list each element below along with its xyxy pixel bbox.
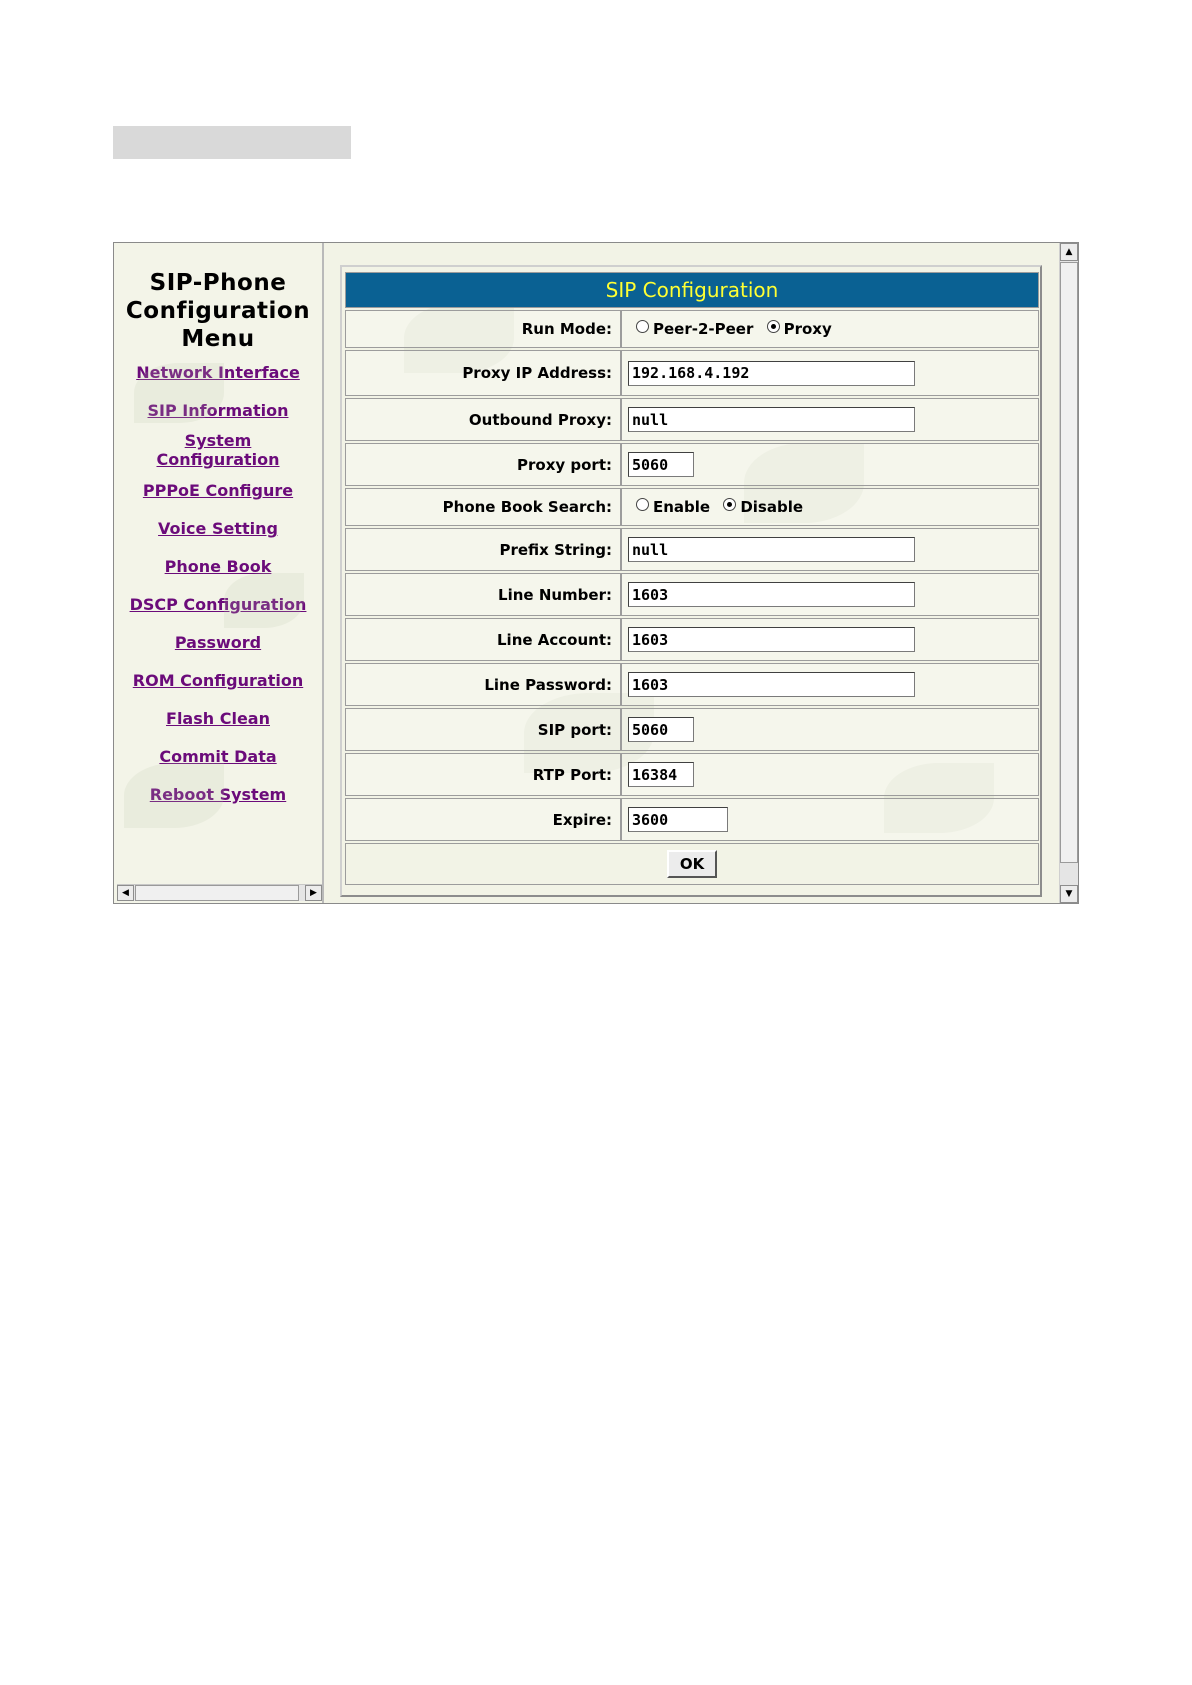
line-password-label: Line Password: (345, 663, 621, 706)
scroll-right-arrow-icon[interactable]: ▶ (305, 885, 322, 901)
radio-enable[interactable] (636, 498, 649, 511)
caption-placeholder-bar (113, 126, 351, 159)
proxy-ip-input[interactable] (628, 361, 915, 386)
proxy-port-input[interactable] (628, 452, 694, 477)
sip-config-table (345, 270, 1039, 887)
scroll-left-arrow-icon[interactable]: ◀ (117, 885, 134, 901)
menu-link-line: System (184, 431, 252, 450)
menu-pane (114, 243, 324, 903)
line-account-input[interactable] (628, 627, 915, 652)
radio-peer-2-peer[interactable] (636, 320, 649, 333)
leaf-decoration (224, 573, 304, 628)
prefix-string-field (621, 528, 1039, 571)
menu-title (114, 269, 322, 353)
sip-port-label: SIP port: (345, 708, 621, 751)
ok-row (345, 843, 1039, 885)
phone-book-search-label: Phone Book Search: (345, 488, 621, 526)
radio-label-peer-2-peer: Peer-2-Peer (653, 320, 754, 338)
scroll-up-arrow-icon[interactable]: ▲ (1060, 243, 1078, 261)
line-number-label: Line Number: (345, 573, 621, 616)
outbound-proxy-label: Outbound Proxy: (345, 398, 621, 441)
outbound-proxy-input[interactable] (628, 407, 915, 432)
line-password-field (621, 663, 1039, 706)
radio-proxy[interactable] (767, 320, 780, 333)
run-mode-field (621, 310, 1039, 348)
line-account-field (621, 618, 1039, 661)
sip-port-field (621, 708, 1039, 751)
line-password-input[interactable] (628, 672, 915, 697)
menu-link-line: Configuration (156, 450, 280, 469)
menu-link-commit-data[interactable]: Commit Data (159, 747, 277, 766)
phone-book-search-field (621, 488, 1039, 526)
leaf-decoration (134, 363, 224, 423)
menu-link-sip-information[interactable]: SIP Information (147, 401, 289, 420)
prefix-string-input[interactable] (628, 537, 915, 562)
menu-link-password[interactable]: Password (174, 633, 262, 652)
expire-field (621, 798, 1039, 841)
horizontal-scroll-thumb[interactable] (135, 885, 299, 901)
menu-title-line: Configuration (125, 298, 311, 324)
rtp-port-field (621, 753, 1039, 796)
sip-config-form (340, 265, 1042, 897)
phone-book-search-radio-group (628, 498, 803, 516)
menu-link-phone-book[interactable]: Phone Book (164, 557, 272, 576)
radio-label-enable: Enable (653, 498, 711, 516)
outbound-proxy-field (621, 398, 1039, 441)
browser-frame (113, 242, 1079, 904)
line-number-field (621, 573, 1039, 616)
prefix-string-label: Prefix String: (345, 528, 621, 571)
radio-label-disable: Disable (740, 498, 804, 516)
menu-link-voice-setting[interactable]: Voice Setting (158, 519, 278, 538)
radio-label-proxy: Proxy (783, 320, 832, 338)
form-header: SIP Configuration (345, 272, 1039, 308)
menu-link-dscp-configuration[interactable]: DSCP Configuration (129, 595, 307, 614)
menu-link-network-interface[interactable]: Network Interface (136, 363, 300, 382)
vertical-scroll-thumb[interactable] (1060, 262, 1078, 863)
line-number-input[interactable] (628, 582, 915, 607)
expire-input[interactable] (628, 807, 728, 832)
proxy-ip-label: Proxy IP Address: (345, 350, 621, 396)
menu-link-reboot-system[interactable]: Reboot System (149, 785, 287, 804)
scroll-down-arrow-icon[interactable]: ▼ (1060, 885, 1078, 903)
rtp-port-label: RTP Port: (345, 753, 621, 796)
menu-title-line: SIP-Phone (149, 270, 287, 296)
horizontal-scrollbar[interactable] (117, 884, 322, 901)
menu-link-flash-clean[interactable]: Flash Clean (166, 709, 270, 728)
menu-item (114, 671, 322, 690)
proxy-port-field (621, 443, 1039, 486)
menu-item (114, 431, 322, 469)
leaf-decoration (124, 763, 224, 828)
sip-port-input[interactable] (628, 717, 694, 742)
vertical-scrollbar[interactable] (1059, 243, 1078, 903)
menu-title-line: Menu (181, 326, 255, 352)
menu-link-rom-configuration[interactable]: ROM Configuration (132, 671, 304, 690)
run-mode-radio-group (628, 320, 832, 338)
menu-item (114, 633, 322, 652)
menu-item (114, 481, 322, 500)
content-pane (324, 243, 1061, 903)
menu-link-pppoe-configure[interactable]: PPPoE Configure (142, 481, 294, 500)
proxy-port-label: Proxy port: (345, 443, 621, 486)
menu-link-system-configuration[interactable] (156, 431, 279, 469)
proxy-ip-field (621, 350, 1039, 396)
run-mode-label: Run Mode: (345, 310, 621, 348)
radio-disable[interactable] (723, 498, 736, 511)
line-account-label: Line Account: (345, 618, 621, 661)
menu-item (114, 519, 322, 538)
rtp-port-input[interactable] (628, 762, 694, 787)
expire-label: Expire: (345, 798, 621, 841)
ok-button[interactable]: OK (667, 850, 717, 878)
menu-item (114, 709, 322, 728)
